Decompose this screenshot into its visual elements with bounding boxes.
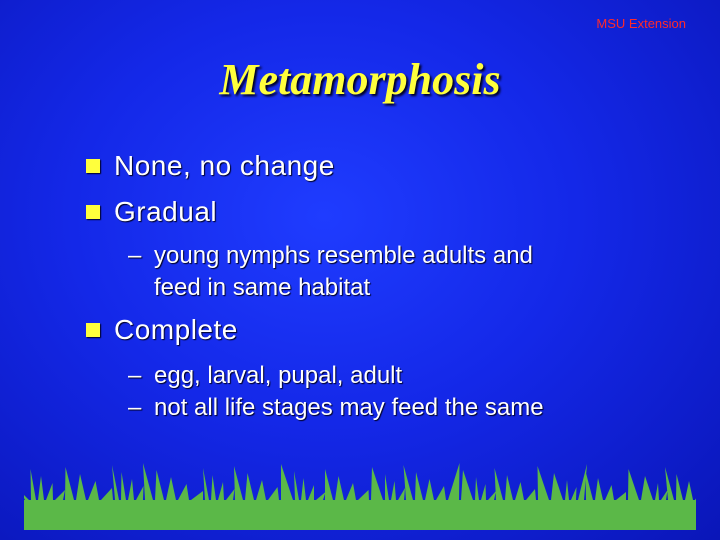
bullet-item-gradual [86,196,217,228]
square-bullet-icon [86,159,100,173]
sub-item [128,392,544,424]
square-bullet-icon [86,205,100,219]
sub-item-text: young nymphs resemble adults and [154,242,533,269]
sub-item-text: egg, larval, pupal, adult [154,362,403,389]
sub-item-text-continued: feed in same habitat [154,274,371,301]
dash-marker: – [128,394,142,421]
square-bullet-icon [86,323,100,337]
bullet-item-complete [86,314,238,346]
sub-item-text: not all life stages may feed the same [154,394,544,421]
sub-item [128,360,544,392]
bullet-label: Gradual [114,196,218,227]
dash-marker: – [128,362,142,389]
slide-title: Metamorphosis [219,55,501,104]
bullet-label: Complete [114,314,238,345]
complete-sub-list [128,360,544,424]
grass-border [24,460,696,530]
bullet-item-none [86,150,335,182]
gradual-sub-item [128,240,533,304]
dash-marker: – [128,242,142,269]
header-label: MSU Extension [596,16,686,31]
bullet-label: None, no change [114,150,335,181]
